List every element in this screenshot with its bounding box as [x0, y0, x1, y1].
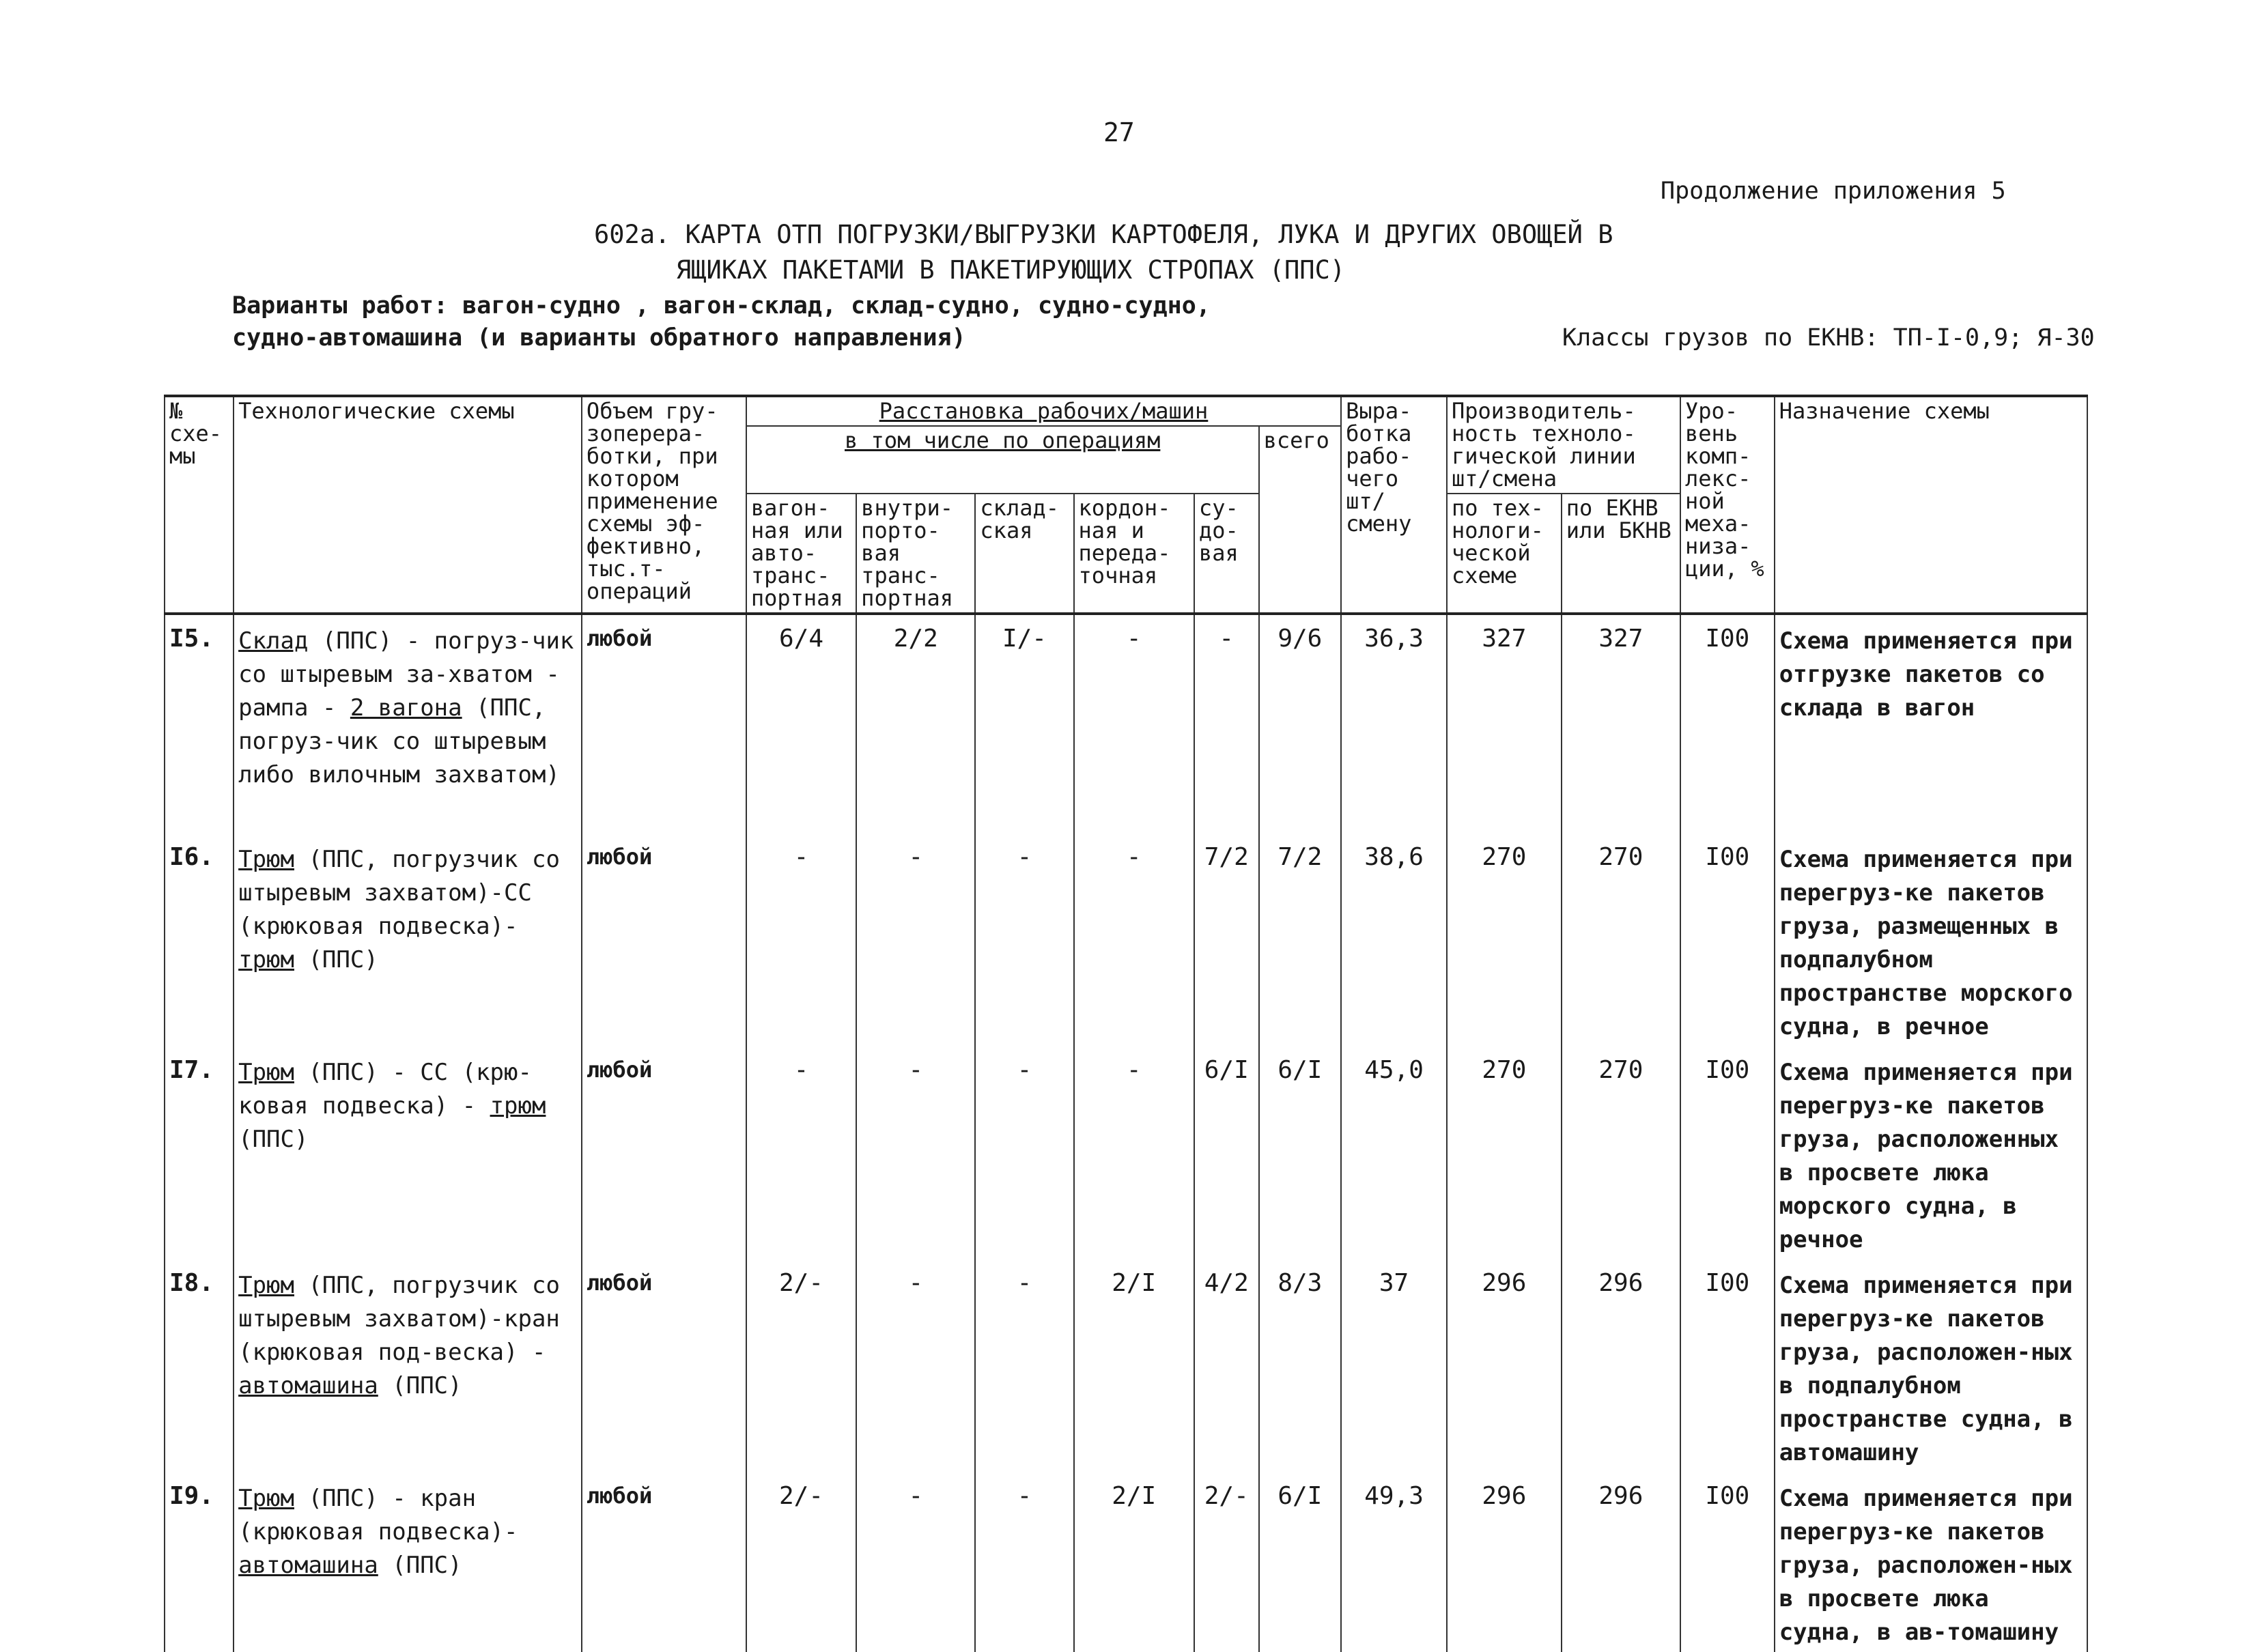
productivity-tech-cell: 270 — [1447, 1046, 1562, 1259]
scheme-destination: трюм — [490, 1092, 546, 1120]
scheme-origin: Трюм — [238, 1059, 294, 1086]
total-cell: 9/6 — [1259, 614, 1342, 834]
output-cell: 45,0 — [1341, 1046, 1447, 1259]
purpose-cell: Схема применяется при перегруз-ке пакетов груза, расположен-ных в просвете люка судна, в ав-томашину — [1775, 1472, 2087, 1652]
tech-scheme-cell — [234, 1472, 582, 1652]
mechanization-cell: I00 — [1680, 1472, 1775, 1652]
appendix-continuation: Продолжение приложения 5 — [1661, 177, 2006, 205]
header-by-tech-scheme: по тех-нологи-ческой схеме — [1447, 494, 1562, 614]
scheme-number: I8. — [165, 1259, 234, 1472]
header-ship: су-до-вая — [1194, 494, 1259, 614]
inport-cell: - — [856, 1046, 975, 1259]
cargo-classes: Классы грузов по ЕКНВ: ТП-I-0,9; Я-30 — [1562, 324, 2095, 352]
document-title-line-1: 602а. КАРТА ОТП ПОГРУЗКИ/ВЫГРУЗКИ КАРТОФЕЛЯ, ЛУКА И ДРУГИХ ОВОЩЕЙ В — [594, 220, 1613, 249]
inport-cell: - — [856, 1259, 975, 1472]
output-cell: 49,3 — [1341, 1472, 1447, 1652]
cordon-cell: 2/I — [1074, 1472, 1194, 1652]
ship-cell: 7/2 — [1194, 834, 1259, 1046]
volume-cell: любой — [582, 614, 746, 834]
scheme-number: I5. — [165, 614, 234, 834]
wagon-cell: - — [746, 1046, 856, 1259]
table-row — [165, 1472, 2087, 1652]
table-row — [165, 1259, 2087, 1472]
wagon-cell: 2/- — [746, 1259, 856, 1472]
scheme-destination: автомашина — [238, 1552, 378, 1579]
inport-cell: - — [856, 834, 975, 1046]
productivity-eknv-cell: 270 — [1562, 834, 1680, 1046]
output-cell: 36,3 — [1341, 614, 1447, 834]
page-number: 27 — [1103, 117, 1135, 147]
productivity-eknv-cell: 327 — [1562, 614, 1680, 834]
volume-cell: любой — [582, 1259, 746, 1472]
scheme-text-end: (ППС, погруз-чик со штыревым либо вилочным захватом) — [238, 694, 560, 788]
ship-cell: 2/- — [1194, 1472, 1259, 1652]
purpose-cell: Схема применяется при отгрузке пакетов со склада в вагон — [1775, 614, 2087, 834]
scheme-origin: Трюм — [238, 1485, 294, 1512]
cordon-cell: 2/I — [1074, 1259, 1194, 1472]
tech-scheme-cell — [234, 614, 582, 834]
total-cell: 6/I — [1259, 1472, 1342, 1652]
mechanization-cell: I00 — [1680, 614, 1775, 834]
purpose-cell: Схема применяется при перегруз-ке пакетов груза, расположенных в просвете люка морского судна, в речное — [1775, 1046, 2087, 1259]
scheme-origin: Трюм — [238, 846, 294, 873]
scheme-text-end: (ППС) — [294, 946, 378, 973]
work-variants-line-2: судно-автомашина (и варианты обратного направления) — [232, 324, 966, 352]
ship-cell: 4/2 — [1194, 1259, 1259, 1472]
header-warehouse: склад-ская — [975, 494, 1073, 614]
operations-table — [164, 395, 2088, 1652]
warehouse-cell: - — [975, 1259, 1073, 1472]
mechanization-cell: I00 — [1680, 834, 1775, 1046]
header-productivity: Производитель-ность техноло-гической линии шт/смена — [1447, 396, 1680, 494]
output-cell: 38,6 — [1341, 834, 1447, 1046]
wagon-cell: 6/4 — [746, 614, 856, 834]
document-title-line-2: ЯЩИКАХ ПАКЕТАМИ В ПАКЕТИРУЮЩИХ СТРОПАХ (ППС) — [676, 255, 1346, 285]
wagon-cell: - — [746, 834, 856, 1046]
header-total: всего — [1259, 426, 1342, 614]
tech-scheme-cell — [234, 1046, 582, 1259]
cordon-cell: - — [1074, 1046, 1194, 1259]
warehouse-cell: I/- — [975, 614, 1073, 834]
scheme-text: (ППС) - погруз-чик со штыревым за-хватом - рампа - — [238, 627, 574, 722]
scheme-destination: трюм — [238, 946, 294, 973]
tech-scheme-cell — [234, 834, 582, 1046]
total-cell: 7/2 — [1259, 834, 1342, 1046]
scheme-destination: автомашина — [238, 1372, 378, 1399]
table-row — [165, 834, 2087, 1046]
productivity-eknv-cell: 296 — [1562, 1472, 1680, 1652]
warehouse-cell: - — [975, 1046, 1073, 1259]
productivity-tech-cell: 270 — [1447, 834, 1562, 1046]
output-cell: 37 — [1341, 1259, 1447, 1472]
scheme-origin: Склад — [238, 627, 309, 655]
productivity-eknv-cell: 270 — [1562, 1046, 1680, 1259]
header-wagon: вагон-ная или авто-транс-портная — [746, 494, 856, 614]
table-row — [165, 614, 2087, 834]
total-cell: 6/I — [1259, 1046, 1342, 1259]
cordon-cell: - — [1074, 834, 1194, 1046]
inport-cell: - — [856, 1472, 975, 1652]
header-purpose: Назначение схемы — [1775, 396, 2087, 614]
scheme-number: I6. — [165, 834, 234, 1046]
purpose-cell: Схема применяется при перегруз-ке пакетов груза, размещенных в подпалубном пространстве морского судна, в речное — [1775, 834, 2087, 1046]
scheme-text-end: (ППС) — [378, 1552, 462, 1579]
mechanization-cell: I00 — [1680, 1259, 1775, 1472]
scheme-origin: Трюм — [238, 1272, 294, 1299]
header-output: Выра-ботка рабо-чего шт/ смену — [1341, 396, 1447, 614]
productivity-tech-cell: 327 — [1447, 614, 1562, 834]
header-volume: Объем гру-зоперера-ботки, при котором применение схемы эф-фективно, тыс.т-операций — [582, 396, 746, 614]
cordon-cell: - — [1074, 614, 1194, 834]
scheme-destination: 2 вагона — [350, 694, 462, 722]
productivity-eknv-cell: 296 — [1562, 1259, 1680, 1472]
purpose-cell: Схема применяется при перегруз-ке пакетов груза, расположен-ных в подпалубном пространстве судна, в автомашину — [1775, 1259, 2087, 1472]
warehouse-cell: - — [975, 1472, 1073, 1652]
scheme-number: I9. — [165, 1472, 234, 1652]
inport-cell: 2/2 — [856, 614, 975, 834]
scheme-text-end: (ППС) — [378, 1372, 462, 1399]
productivity-tech-cell: 296 — [1447, 1259, 1562, 1472]
scheme-text: (ППС, погрузчик со штыревым захватом)-СС (крюковая подвеска)- — [238, 846, 560, 940]
header-mechanization: Уро-вень комп-лекс-ной меха-низа-ции, % — [1680, 396, 1775, 614]
header-by-eknv: по ЕКНВ или БКНВ — [1562, 494, 1680, 614]
scheme-text-end: (ППС) — [238, 1126, 309, 1153]
total-cell: 8/3 — [1259, 1259, 1342, 1472]
header-by-operations: в том числе по операциям — [746, 426, 1259, 494]
scheme-text: (ППС) - СС (крю-ковая подвеска) - — [238, 1059, 532, 1120]
scheme-text: (ППС, погрузчик со штыревым захватом)-кран (крюковая под-веска) - — [238, 1272, 560, 1366]
scheme-number: I7. — [165, 1046, 234, 1259]
wagon-cell: 2/- — [746, 1472, 856, 1652]
header-inport: внутри-порто-вая транс-портная — [856, 494, 975, 614]
header-cordon: кордон-ная и переда-точная — [1074, 494, 1194, 614]
productivity-tech-cell: 296 — [1447, 1472, 1562, 1652]
volume-cell: любой — [582, 1472, 746, 1652]
scheme-text: (ППС) - кран (крюковая подвеска)- — [238, 1485, 518, 1546]
volume-cell: любой — [582, 834, 746, 1046]
header-placement: Расстановка рабочих/машин — [746, 396, 1341, 426]
ship-cell: - — [1194, 614, 1259, 834]
ship-cell: 6/I — [1194, 1046, 1259, 1259]
header-tech-schemes: Технологические схемы — [234, 396, 582, 614]
warehouse-cell: - — [975, 834, 1073, 1046]
header-scheme-no: № схе-мы — [165, 396, 234, 614]
table-row — [165, 1046, 2087, 1259]
tech-scheme-cell — [234, 1259, 582, 1472]
work-variants-line-1: Варианты работ: вагон-судно , вагон-склад, склад-судно, судно-судно, — [232, 292, 1211, 319]
volume-cell: любой — [582, 1046, 746, 1259]
mechanization-cell: I00 — [1680, 1046, 1775, 1259]
